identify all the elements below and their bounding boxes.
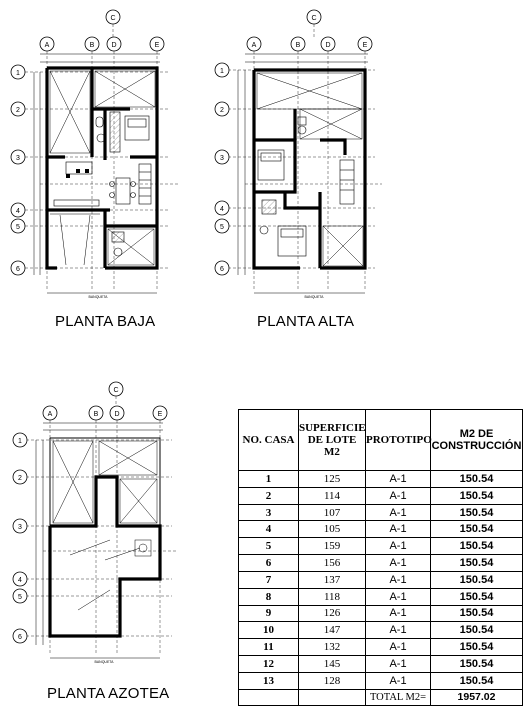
cell-prototype: A-1 — [366, 639, 431, 656]
exterior-walls — [47, 68, 157, 268]
cell-prototype: A-1 — [366, 605, 431, 622]
grid-letter: C — [110, 15, 116, 22]
cell-prototype: A-1 — [366, 672, 431, 689]
cell-house-no: 12 — [239, 656, 299, 673]
grid-number: 4 — [18, 577, 22, 584]
cell-lot-area: 137 — [299, 571, 366, 588]
cell-lot-area: 114 — [299, 487, 366, 504]
cell-lot-area: 107 — [299, 504, 366, 521]
roof-walls — [50, 477, 160, 636]
cell-prototype: A-1 — [366, 504, 431, 521]
columns — [66, 169, 89, 178]
grid-letter: C — [113, 387, 119, 394]
grid-number: 5 — [18, 594, 22, 601]
grid-bubbles-top — [247, 10, 372, 51]
sidewalk-note: BANQUETA — [88, 295, 108, 299]
ground-floor-plan — [11, 10, 178, 299]
cell-construction: 150.54 — [431, 538, 523, 555]
table-body — [239, 471, 523, 706]
cell-house-no: 4 — [239, 521, 299, 538]
grid-number: 2 — [18, 475, 22, 482]
table-row — [239, 672, 523, 689]
cell-construction: 150.54 — [431, 521, 523, 538]
total-value: 1957.02 — [431, 689, 523, 705]
sidewalk-note: BANQUETA — [304, 295, 324, 299]
cell-construction: 150.54 — [431, 555, 523, 572]
table-row — [239, 639, 523, 656]
void-cross-marks — [257, 73, 363, 266]
grid-number: 4 — [16, 208, 20, 215]
roof-plan — [13, 382, 178, 664]
table-row — [239, 622, 523, 639]
table-header-row — [239, 410, 523, 471]
header-prototype: PROTOTIPO — [366, 410, 431, 471]
upper-floor-plan — [215, 10, 382, 299]
ground-floor-caption: PLANTA BAJA — [55, 313, 156, 330]
grid-bubbles-left — [215, 63, 229, 275]
cell-prototype: A-1 — [366, 538, 431, 555]
table-row — [239, 504, 523, 521]
table-row — [239, 538, 523, 555]
garage-lines — [50, 214, 100, 265]
cell-lot-area: 156 — [299, 555, 366, 572]
grid-letter: A — [47, 411, 53, 418]
cell-house-no: 5 — [239, 538, 299, 555]
cell-lot-area: 147 — [299, 622, 366, 639]
grid-letter: B — [89, 42, 95, 49]
cell-lot-area: 159 — [299, 538, 366, 555]
cell-house-no: 1 — [239, 471, 299, 488]
cell-house-no: 3 — [239, 504, 299, 521]
header-house-no: NO. CASA — [239, 410, 299, 471]
roof-outline — [50, 438, 160, 526]
grid-letter: D — [325, 42, 331, 49]
cell-house-no: 8 — [239, 588, 299, 605]
total-empty-cell — [299, 689, 366, 705]
grid-number: 2 — [16, 107, 20, 114]
grid-number: 1 — [18, 438, 22, 445]
exterior-walls — [254, 70, 365, 268]
dimension-lines — [238, 54, 368, 293]
dimension-lines — [34, 54, 160, 293]
cell-house-no: 9 — [239, 605, 299, 622]
grid-letter: D — [114, 411, 120, 418]
grid-bubbles-top — [40, 10, 164, 51]
grid-bubbles-top — [43, 382, 167, 420]
cell-prototype: A-1 — [366, 588, 431, 605]
cell-lot-area: 145 — [299, 656, 366, 673]
grid-number: 6 — [18, 634, 22, 641]
grid-number: 3 — [16, 155, 20, 162]
grid-letter: D — [111, 42, 117, 49]
cell-prototype: A-1 — [366, 622, 431, 639]
table-row — [239, 571, 523, 588]
header-lot-area: SUPERFICIE DE LOTE M2 — [299, 410, 366, 471]
cell-lot-area: 125 — [299, 471, 366, 488]
grid-number: 3 — [18, 524, 22, 531]
table-total-row — [239, 689, 523, 705]
grid-number: 4 — [220, 206, 224, 213]
grid-lines — [228, 24, 382, 290]
cell-construction: 150.54 — [431, 571, 523, 588]
table-row — [239, 521, 523, 538]
cell-prototype: A-1 — [366, 656, 431, 673]
cell-prototype: A-1 — [366, 487, 431, 504]
grid-bubbles-left — [11, 65, 25, 275]
cell-house-no: 11 — [239, 639, 299, 656]
header-construction: M2 DE CONSTRUCCIÓN — [431, 410, 523, 471]
sidewalk-note: BANQUETA — [94, 660, 114, 664]
cell-prototype: A-1 — [366, 521, 431, 538]
cell-prototype: A-1 — [366, 471, 431, 488]
grid-letter: E — [154, 42, 160, 49]
grid-letter: B — [93, 411, 99, 418]
cell-house-no: 2 — [239, 487, 299, 504]
total-empty-cell — [239, 689, 299, 705]
grid-number: 5 — [16, 224, 20, 231]
cell-lot-area: 105 — [299, 521, 366, 538]
cell-house-no: 13 — [239, 672, 299, 689]
grid-letter: C — [311, 15, 317, 22]
void-cross-marks — [53, 441, 157, 523]
cell-construction: 150.54 — [431, 656, 523, 673]
grid-number: 3 — [220, 155, 224, 162]
cell-house-no: 7 — [239, 571, 299, 588]
table-row — [239, 656, 523, 673]
grid-number: 6 — [16, 266, 20, 273]
grid-letter: A — [44, 42, 50, 49]
houses-table — [238, 409, 523, 706]
roof-plan-caption: PLANTA AZOTEA — [47, 685, 170, 702]
cell-construction: 150.54 — [431, 622, 523, 639]
grid-numbers-left — [16, 70, 20, 273]
cell-construction: 150.54 — [431, 588, 523, 605]
upper-floor-caption: PLANTA ALTA — [257, 313, 355, 330]
cell-lot-area: 118 — [299, 588, 366, 605]
cell-construction: 150.54 — [431, 672, 523, 689]
grid-number: 5 — [220, 224, 224, 231]
grid-number: 1 — [220, 68, 224, 75]
cell-house-no: 6 — [239, 555, 299, 572]
grid-number: 2 — [220, 107, 224, 114]
grid-letter: E — [362, 42, 368, 49]
cell-prototype: A-1 — [366, 555, 431, 572]
cell-house-no: 10 — [239, 622, 299, 639]
cell-lot-area: 128 — [299, 672, 366, 689]
grid-numbers-left — [220, 68, 224, 273]
cell-lot-area: 132 — [299, 639, 366, 656]
cell-construction: 150.54 — [431, 639, 523, 656]
cell-construction: 150.54 — [431, 504, 523, 521]
cell-lot-area: 126 — [299, 605, 366, 622]
grid-letters-top — [45, 15, 160, 49]
slope-arrows — [70, 540, 151, 610]
dimension-lines — [36, 423, 163, 658]
table-row — [239, 555, 523, 572]
cell-construction: 150.54 — [431, 605, 523, 622]
grid-bubbles-left — [13, 433, 27, 643]
table-row — [239, 471, 523, 488]
grid-letter: E — [157, 411, 163, 418]
table-row — [239, 605, 523, 622]
grid-letter: B — [295, 42, 301, 49]
grid-number: 6 — [220, 266, 224, 273]
table-row — [239, 588, 523, 605]
cell-construction: 150.54 — [431, 471, 523, 488]
furniture — [258, 117, 354, 256]
grid-numbers-left — [18, 438, 22, 641]
cell-construction: 150.54 — [431, 487, 523, 504]
grid-letter: A — [251, 42, 257, 49]
table-row — [239, 487, 523, 504]
grid-number: 1 — [16, 70, 20, 77]
grid-letters-top — [48, 387, 163, 418]
cell-prototype: A-1 — [366, 571, 431, 588]
total-label: TOTAL M2= — [366, 689, 431, 705]
